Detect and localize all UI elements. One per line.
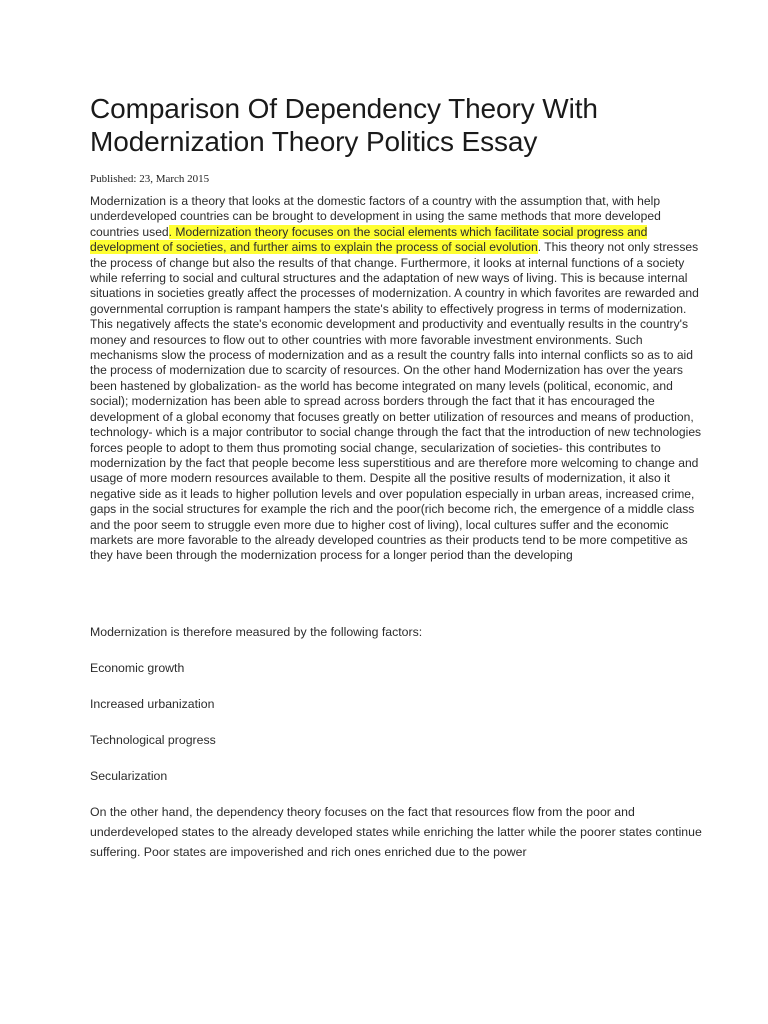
published-date: 23, March 2015 bbox=[136, 173, 210, 185]
highlighted-text: . Modernization theory focuses on the social elements which facilitate social progress and development of societies, and further aims to explain the process of social evolution bbox=[90, 224, 648, 255]
essay-text-part1: Modernization is a theory that looks at the domestic factors of a country with the assumption that, with help underdeveloped countries can be brought to development in using the same methods that more developed countries used bbox=[90, 194, 661, 239]
essay-text-part2: . This theory not only stresses the process of change but also the results of that change. Furthermore, it looks at internal functions of a society while referring to social and cultural structures and the adaptation of new ways of living. This is because internal situations in societies greatly affect the processes of modernization. A country in which favorites are rewarded and governmental corruption is rampant hampers the state's ability to effectively progress in terms of modernization. This negatively affects the state's economic development and productivity and eventually results in the country's money and resources to flow out to other countries with more favorable investment environments. Such mechanisms slow the process of modernization and as a result the country falls into internal conflicts so as to aid the process of modernization due to scarcity of resources. On the other hand Modernization has over the years been hastened by globalization- as the world has become integrated on many levels (political, economic, and social); modernization has been able to spread across borders through the fact that it has encouraged the development of a global economy that focuses greatly on better utilization of resources and means of production, technology- which is a major contributor to social change through the fact that the introduction of new technologies forces people to adopt to them thus promoting social change, secularization of societies- this contributes to modernization by the fact that people become less superstitious and are therefore more welcoming to change and usage of more modern resources available to them. Despite all the positive results of modernization, it also it negative side as it leads to higher pollution levels and over population especially in urban areas, increased crime, gaps in the social structures for example the rich and the poor(rich become rich, the emergence of a middle class and the poor seem to struggle even more due to higher cost of living), local cultures suffer and the economic markets are more favorable to the already developed countries as their products tend to be more competitive as they have been through the modernization process for a longer period than the developing bbox=[90, 240, 702, 563]
closing-paragraph: On the other hand, the dependency theory focuses on the fact that resources flow from the poor and underdeveloped states to the already developed states while enriching the latter while the poorer states continue suffering. Poor states are impoverished and rich ones enriched due to the power bbox=[90, 804, 702, 859]
published-line bbox=[90, 172, 708, 186]
factor-item: Secularization bbox=[90, 768, 168, 783]
essay-paragraph bbox=[90, 194, 708, 564]
factor-item: Economic growth bbox=[90, 660, 185, 675]
document-title: Comparison Of Dependency Theory With Modernization Theory Politics Essay bbox=[90, 93, 598, 157]
factor-item: Increased urbanization bbox=[90, 696, 215, 711]
factors-intro: Modernization is therefore measured by the following factors: bbox=[90, 624, 423, 639]
published-label: Published: bbox=[90, 173, 137, 185]
factor-item: Technological progress bbox=[90, 732, 216, 747]
